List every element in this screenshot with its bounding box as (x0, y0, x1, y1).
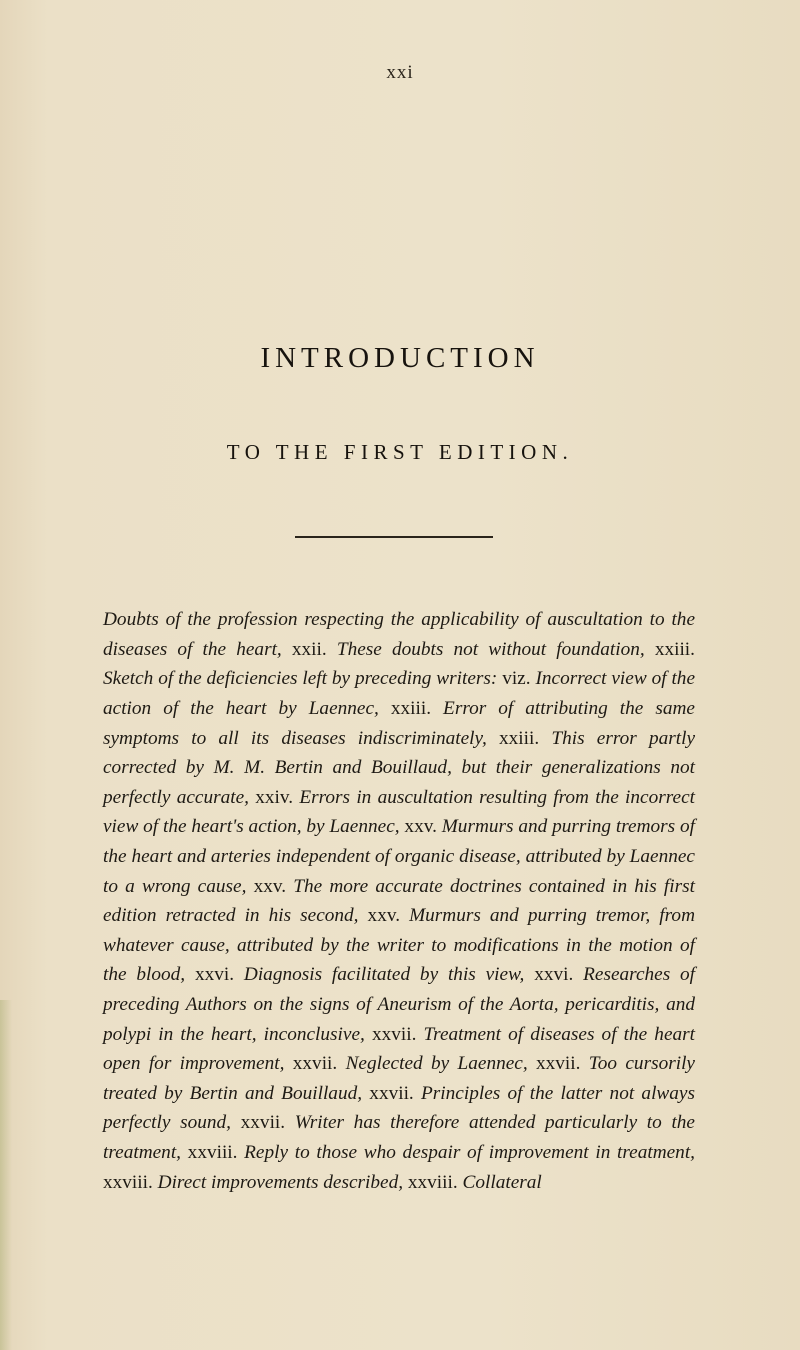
summary-phrase: Sketch of the deficiencies left by preceding writers: (103, 668, 503, 690)
page-reference: xxv. (367, 905, 410, 927)
page-reference: xxv. (404, 816, 442, 838)
summary-phrase: Murmurs and purring tremor, from whatever cause, attributed by the writer to modifications in the motion of the blood, (103, 905, 695, 986)
summary-phrase: These doubts not without foundation, (336, 638, 655, 660)
summary-phrase: Researches of preceding Authors on the signs of Aneurism of the Aorta, pericarditis, and polypi in the heart, inconclusive, (103, 964, 696, 1045)
page-reference: xxiv. (255, 786, 300, 808)
summary-phrase: This error partly corrected by M. M. Bertin and Bouillaud, but their generalizations not perfectly accurate, (103, 727, 696, 808)
summary-phrase: Principles of the latter not always perfectly sound, (103, 1082, 695, 1134)
chapter-subtitle: TO THE FIRST EDITION. (226, 440, 574, 464)
summary-phrase: Error of attributing the same symptoms to all its diseases indiscriminately, (103, 698, 695, 749)
chapter-summary (103, 605, 695, 1197)
summary-phrase: Doubts of the profession respecting the applicability of auscultation to the diseases of the heart, (103, 609, 695, 660)
page-reference: xxvii. (240, 1112, 295, 1134)
page-number: xxi (386, 62, 414, 83)
page-reference: xxvi. (194, 964, 244, 986)
summary-phrase: Writer has therefore attended particularly to the treatment, (103, 1112, 695, 1163)
page-reference: xxvii. (536, 1053, 589, 1075)
page-reference: xxvii. (292, 1053, 346, 1075)
summary-phrase: Neglected by Laennec, (345, 1053, 536, 1075)
page-reference: xxviii. (187, 1141, 245, 1163)
summary-phrase: Errors in auscultation resulting from the incorrect view of the heart's action, by Laennec, (103, 786, 695, 838)
page-reference: xxviii. (103, 1171, 158, 1193)
summary-phrase: Diagnosis facilitated by this view, (243, 964, 535, 986)
chapter-title: INTRODUCTION (260, 342, 540, 374)
page-reference: viz. (502, 668, 536, 690)
page-edge-stain (0, 1000, 12, 1350)
summary-phrase: Too cursorily treated by Bertin and Bouillaud, (103, 1053, 695, 1104)
summary-phrase: Reply to those who despair of improvement in treatment, (244, 1141, 695, 1163)
summary-phrase: Collateral (462, 1171, 542, 1193)
summary-phrase: Murmurs and purring tremors of the heart and arteries independent of organic disease, attributed by Laennec to a wrong cause, (103, 816, 695, 897)
page-reference: xxviii. (407, 1171, 463, 1193)
summary-phrase: The more accurate doctrines contained in his first edition retracted in his second, (103, 875, 696, 927)
page-reference: xxv. (253, 875, 294, 897)
page-reference: xxvii. (369, 1082, 421, 1104)
page-reference: xxiii. (499, 727, 552, 749)
summary-phrase: Incorrect view of the action of the heart by Laennec, (103, 668, 696, 720)
page-reference: xxvii. (371, 1023, 424, 1045)
page-reference: xxiii. (654, 638, 695, 660)
summary-phrase: Direct improvements described, (157, 1171, 408, 1193)
page-reference: xxiii. (390, 698, 444, 720)
title-divider (295, 536, 493, 538)
summary-phrase: Treatment of diseases of the heart open for improvement, (103, 1023, 695, 1075)
page-reference: xxii. (291, 638, 337, 660)
page-reference: xxvi. (534, 964, 584, 986)
